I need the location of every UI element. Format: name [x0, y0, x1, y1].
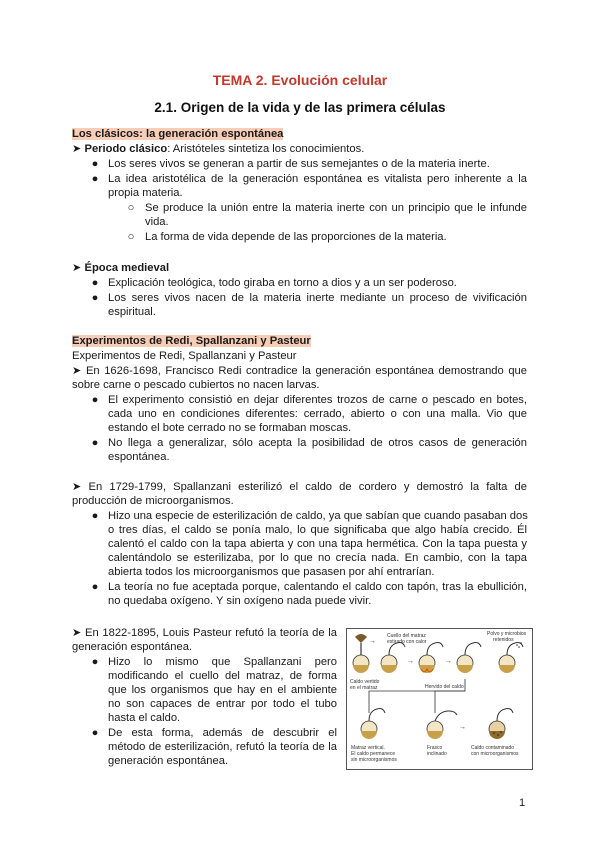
figure-caption: Hervido del caldo	[425, 684, 464, 690]
figure-caption: Frasco	[427, 745, 443, 751]
figure-caption: Caldo vertido	[350, 679, 380, 685]
bullet-icon: ●	[91, 656, 99, 668]
section-heading-experiments: Experimentos de Redi, Spallanzani y Pasteur	[72, 335, 311, 347]
list-item-cont: cada uno en condiciones diferentes: cerrado, abierto o con una malla. Vio que	[108, 408, 527, 420]
pasteur-paragraph: ➤ En 1822-1895, Louis Pasteur refutó la teoría de la	[72, 627, 337, 639]
list-item-cont: hasta el caldo.	[108, 712, 181, 724]
list-item: La teoría no fue aceptada porque, calentando el caldo con tapón, tras la ebullición,	[108, 581, 527, 593]
figure-caption: estirado con calor	[387, 639, 427, 645]
section-subtitle: 2.1. Origen de la vida y de las primera células	[154, 100, 446, 115]
list-item: Hizo lo mismo que Spallanzani pero	[108, 656, 337, 668]
list-item-cont: que los organismos que hay en el ambiente	[108, 684, 337, 696]
bullet-icon: ●	[91, 581, 99, 593]
list-item: Los seres vivos nacen de la materia inerte mediante un proceso de vivificación	[108, 292, 527, 304]
figure-caption: sin microorganismos	[351, 757, 397, 763]
figure-caption: Caldo contaminado	[471, 745, 515, 751]
bullet-icon: ●	[91, 437, 99, 449]
redi-paragraph-cont: sobre carne o pescado cubiertos no nacen larvas.	[72, 379, 320, 391]
bullet-icon: ●	[91, 510, 99, 522]
list-item-cont: estando el bote cerrado no se formaban moscas.	[108, 422, 352, 434]
figure-caption: retenidos	[493, 637, 514, 643]
list-item-cont: calentó el caldo con la tapa abierta y con una tapa hermética. Con la tapa puesta y	[108, 538, 527, 550]
bullet-icon: ●	[91, 277, 99, 289]
bullet-icon: ●	[91, 727, 99, 739]
figure-caption: Cuello del matraz	[387, 633, 426, 639]
page-number: 1	[519, 797, 526, 809]
list-item: No llega a generalizar, sólo acepta la posibilidad de otros casos de generación	[108, 437, 527, 449]
epoca-medieval-line: ➤ Época medieval	[72, 262, 170, 274]
section-heading-classics: Los clásicos: la generación espontánea	[72, 128, 284, 140]
list-item: Los seres vivos se generan a partir de sus semejantes o de la materia inerte.	[108, 158, 490, 170]
list-item: Hizo una especie de esterilización de caldo, ya que sabían que cuando pasaban dos	[108, 510, 528, 522]
bullet-icon: ●	[91, 292, 99, 304]
svg-text:→: →	[445, 658, 452, 665]
section-subheading: Experimentos de Redi, Spallanzani y Pasteur	[72, 350, 297, 362]
list-item: La idea aristotélica de la generación espontánea es vitalista pero inherente a la	[108, 173, 527, 185]
list-item-cont: modificando el cuello del matraz, de forma	[108, 670, 337, 682]
bullet-icon: ●	[91, 173, 99, 185]
sub-list-item: Se produce la unión entre la materia inerte con un principio que le infunde	[145, 202, 527, 214]
list-item-cont: espiritual.	[108, 306, 156, 318]
list-item-cont: generación espontánea.	[108, 755, 229, 767]
list-item-cont: no quedaba oxígeno. Y sin oxígeno nada puede vivir.	[108, 595, 372, 607]
list-item: El experimento consistió en dejar diferentes trozos de carne o pescado en botes,	[108, 394, 527, 406]
list-item-cont: calentándolo se esterilizaba, por lo que no crecía nada. En cambio, con la tapa	[108, 552, 527, 564]
redi-paragraph: ➤ En 1626-1698, Francisco Redi contradice la generación espontánea demostrando que	[72, 365, 527, 377]
list-item-cont: o tres días, el caldo se ponía malo, lo que significaba que algo había crecido. Él	[108, 524, 527, 536]
sub-list-item: La forma de vida depende de las proporciones de la materia.	[145, 231, 447, 243]
list-item-cont: espontánea.	[108, 451, 170, 463]
list-item-cont: propia materia.	[108, 187, 183, 199]
figure-caption: Matraz vertical.	[351, 745, 385, 751]
figure-caption: en el matraz	[350, 685, 378, 691]
figure-caption: El caldo permanece	[351, 751, 396, 757]
page-title: TEMA 2. Evolución celular	[212, 72, 388, 88]
svg-text:→: →	[369, 638, 376, 645]
pasteur-experiment-figure	[346, 628, 533, 770]
pasteur-paragraph-cont: generación espontánea.	[72, 641, 193, 653]
figure-caption: inclinado	[427, 751, 447, 757]
figure-caption: con microorganismos	[471, 751, 519, 757]
sub-list-item-cont: vida.	[145, 216, 169, 228]
list-item: Explicación teológica, todo giraba en torno a dios y a un ser poderoso.	[108, 277, 457, 289]
list-item-cont: abierta todos los microorganismos que pasasen por ahí entrarían.	[108, 566, 435, 578]
circle-bullet-icon: ○	[127, 202, 135, 214]
figure-caption: Polvo y microbios	[487, 631, 527, 637]
svg-text:→: →	[459, 724, 466, 731]
list-item-cont: no son capaces de entrar por todo el tubo	[108, 698, 337, 710]
bullet-icon: ●	[91, 394, 99, 406]
list-item: De esta forma, además de descubrir el	[108, 727, 337, 739]
list-item-cont: método de esterilización, refutó la teoría de la	[108, 741, 337, 753]
spallanzani-paragraph-cont: producción de microorganismos.	[72, 495, 234, 507]
circle-bullet-icon: ○	[127, 231, 135, 243]
periodo-clasico-line: ➤ Periodo clásico: Aristóteles sintetiza los conocimientos.	[72, 143, 365, 155]
bullet-icon: ●	[91, 158, 99, 170]
spallanzani-paragraph: ➤ En 1729-1799, Spallanzani esterilizó el caldo de cordero y demostró la falta de	[72, 481, 527, 493]
svg-text:→: →	[407, 658, 414, 665]
